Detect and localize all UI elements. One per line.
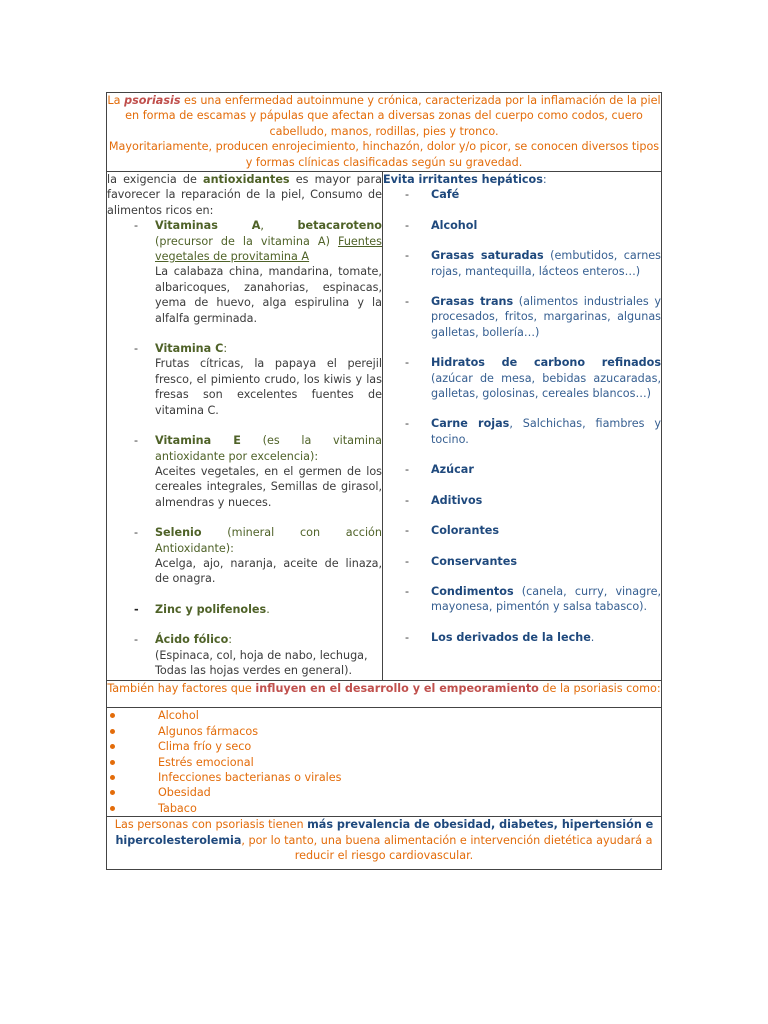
- bullet-dot-icon: [110, 729, 115, 734]
- irritant-title: Grasas trans: [431, 295, 514, 309]
- dash-bullet: -: [405, 584, 410, 598]
- irritant-title: Grasas saturadas: [431, 249, 544, 263]
- irritant-desc: (alimentos industriales y procesados, fritos, margarinas, algunas galletas, bollería…): [431, 295, 662, 339]
- vitamin-a-desc: La calabaza china, mandarina, tomate, albaricoques, zanahorias, espinacas, yema de huevo, alga espirulina y la alfalfa germinada.: [155, 265, 382, 325]
- dash-bullet: -: [405, 630, 410, 644]
- dash-bullet: -: [405, 218, 410, 232]
- acido-folico-item: [107, 632, 382, 678]
- selenio-note: (mineral con acción Antioxidante):: [155, 526, 382, 555]
- irritants-cell: [383, 172, 662, 681]
- bullet-dot-icon: [110, 760, 115, 765]
- irritants-heading-suffix: :: [542, 173, 547, 186]
- factors-list-row: [107, 708, 662, 817]
- irritant-item: [383, 218, 661, 233]
- betacaroteno-title: betacaroteno: [297, 219, 382, 233]
- bullet-dot-icon: [110, 744, 115, 749]
- vitamin-e-note: (es la vitamina antioxidante por excelencia):: [155, 434, 382, 463]
- intro-rest: es una enfermedad autoinmune y crónica, caracterizada por la inflamación de la piel en forma de escamas y pápulas que afectan a diversas zonas del cuerpo como codos, cuero cabelludo, manos, rodillas, pies y tronco.: [125, 94, 661, 138]
- dash-bullet: -: [405, 463, 410, 477]
- zinc-suffix: .: [266, 602, 270, 616]
- antioxidants-term: antioxidantes: [203, 173, 290, 186]
- vitamin-c-title: Vitamina C: [155, 342, 224, 356]
- factor-label: Obesidad: [158, 786, 211, 800]
- dash-bullet: -: [405, 188, 410, 202]
- zinc-title: Zinc y polifenoles: [155, 602, 267, 616]
- bullet-dot-icon: [110, 790, 115, 795]
- irritant-item: [383, 630, 661, 645]
- factor-label: Tabaco: [158, 801, 197, 815]
- factors-head-row: [107, 681, 662, 708]
- factor-label: Algunos fármacos: [158, 724, 259, 738]
- provitamin-a-link[interactable]: Fuentes vegetales de provitamina A: [155, 234, 382, 264]
- irritant-item: [383, 554, 661, 569]
- irritant-title: Los derivados de la leche: [431, 630, 591, 644]
- bullet-dot-icon: [110, 775, 115, 780]
- dash-bullet: -: [405, 249, 410, 263]
- vitamin-a-title: Vitaminas A: [155, 219, 261, 233]
- vitamin-a-note: (precursor de la vitamina A): [155, 234, 338, 248]
- selenio-desc: Acelga, ajo, naranja, aceite de linaza, de onagra.: [155, 556, 382, 586]
- factors-heading-cell: [107, 681, 662, 708]
- dash-bullet: -: [134, 342, 139, 356]
- acido-folico-suffix: :: [228, 633, 233, 647]
- intro-row: [107, 93, 662, 172]
- irritant-title: Alcohol: [431, 218, 478, 232]
- final-bold: más prevalencia de obesidad, diabetes, hipertensión e hipercolesterolemia: [115, 818, 654, 847]
- factor-item: [107, 770, 661, 785]
- irritant-item: [383, 416, 661, 447]
- factors-list-cell: [107, 708, 662, 817]
- acido-folico-title: Ácido fólico: [155, 633, 229, 647]
- bullet-dot-icon: [110, 806, 115, 811]
- final-cell: [107, 817, 662, 870]
- bullet-dot-icon: [110, 713, 115, 718]
- factors-bold: influyen en el desarrollo y el empeoramiento: [255, 682, 539, 696]
- factor-label: Infecciones bacterianas o virales: [158, 771, 342, 784]
- irritant-title: Condimentos: [431, 584, 514, 598]
- irritant-desc: , Salchichas, fiambres y tocino.: [431, 417, 662, 446]
- factor-item: [107, 724, 661, 739]
- irritant-title: Azúcar: [431, 463, 474, 477]
- antioxidants-intro-pre: la exigencia de: [107, 173, 204, 186]
- dash-bullet: -: [405, 493, 410, 507]
- intro-pre: La: [107, 94, 125, 107]
- irritant-item: [383, 493, 661, 508]
- document-page: [106, 92, 661, 870]
- vitamin-e-item: [107, 433, 382, 510]
- irritant-item: [383, 584, 661, 615]
- irritant-desc: .: [590, 630, 595, 644]
- dash-bullet: -: [134, 526, 139, 540]
- factor-label: Estrés emocional: [158, 755, 254, 769]
- intro-paragraph-2: Mayoritariamente, producen enrojecimiento, hinchazón, dolor y/o picor, se conocen diversos tipos y formas clínicas clasificadas según su gravedad.: [108, 140, 660, 169]
- vitamin-c-item: [107, 341, 382, 418]
- two-column-row: [107, 172, 662, 681]
- irritant-title: Aditivos: [431, 493, 483, 507]
- irritant-title: Carne rojas: [431, 417, 510, 431]
- irritant-desc: (azúcar de mesa, bebidas azucaradas, galletas, golosinas, cereales blancos…): [431, 371, 662, 401]
- irritant-desc: (canela, curry, vinagre, mayonesa, pimentón y salsa tabasco).: [431, 584, 662, 614]
- vitamin-a-sep: ,: [260, 219, 298, 233]
- factor-item: [107, 739, 661, 754]
- antioxidants-intro-post: es mayor para favorecer la reparación de la piel, Consumo de alimentos ricos en:: [107, 173, 382, 217]
- irritant-title: Conservantes: [431, 554, 518, 568]
- content-table: [106, 92, 662, 870]
- dash-bullet: -: [134, 434, 139, 448]
- irritant-item: [383, 187, 661, 202]
- final-post: , por lo tanto, una buena alimentación e intervención dietética ayudará a reducir el riesgo cardiovascular.: [241, 833, 653, 863]
- vitamin-a-item: [107, 218, 382, 326]
- selenio-item: [107, 525, 382, 587]
- dash-bullet: -: [134, 602, 139, 616]
- factors-pre: También hay factores que: [107, 682, 256, 696]
- irritant-item: [383, 248, 661, 279]
- factor-item: [107, 708, 661, 723]
- dash-bullet: -: [405, 417, 410, 431]
- factor-item: [107, 785, 661, 800]
- vitamin-e-title: Vitamina E: [155, 434, 241, 448]
- dash-bullet: -: [405, 524, 410, 538]
- irritant-title: Café: [431, 188, 460, 202]
- irritant-item: [383, 355, 661, 401]
- irritant-item: [383, 294, 661, 340]
- final-pre: Las personas con psoriasis tienen: [114, 818, 308, 832]
- irritant-item: [383, 462, 661, 477]
- irritants-list: [383, 187, 661, 645]
- factor-item: [107, 755, 661, 770]
- intro-term: psoriasis: [124, 94, 181, 107]
- dash-bullet: -: [405, 356, 410, 370]
- factor-item: [107, 801, 661, 816]
- factors-list: [107, 708, 661, 816]
- dash-bullet: -: [134, 633, 139, 647]
- antioxidants-cell: [107, 172, 383, 681]
- factor-label: Clima frío y seco: [158, 740, 252, 754]
- irritant-title: Colorantes: [431, 524, 500, 538]
- intro-cell: [107, 93, 662, 172]
- irritant-desc: (embutidos, carnes rojas, mantequilla, lácteos enteros…): [431, 249, 661, 278]
- acido-folico-desc: (Espinaca, col, hoja de nabo, lechuga, Todas las hojas verdes en general).: [155, 648, 368, 677]
- vitamin-e-desc: Aceites vegetales, en el germen de los cereales integrales, Semillas de girasol, almendras y nueces.: [155, 464, 382, 509]
- irritant-title: Hidratos de carbono refinados: [431, 356, 662, 370]
- factors-post: de la psoriasis como:: [538, 682, 661, 696]
- dash-bullet: -: [405, 554, 410, 568]
- zinc-item: [107, 602, 382, 617]
- dash-bullet: -: [405, 295, 410, 309]
- vitamin-c-desc: Frutas cítricas, la papaya el perejil fresco, el pimiento crudo, los kiwis y las fresas son excelentes fuentes de vitamina C.: [155, 357, 382, 417]
- irritant-item: [383, 523, 661, 538]
- final-row: [107, 817, 662, 870]
- irritants-heading: [383, 172, 661, 187]
- selenio-title: Selenio: [155, 526, 202, 540]
- irritants-heading-text: Evita irritantes hepáticos: [383, 173, 543, 186]
- factor-label: Alcohol: [158, 709, 199, 723]
- antioxidants-intro: [107, 172, 382, 218]
- dash-bullet: -: [134, 219, 139, 233]
- vitamin-c-suffix: :: [223, 342, 228, 356]
